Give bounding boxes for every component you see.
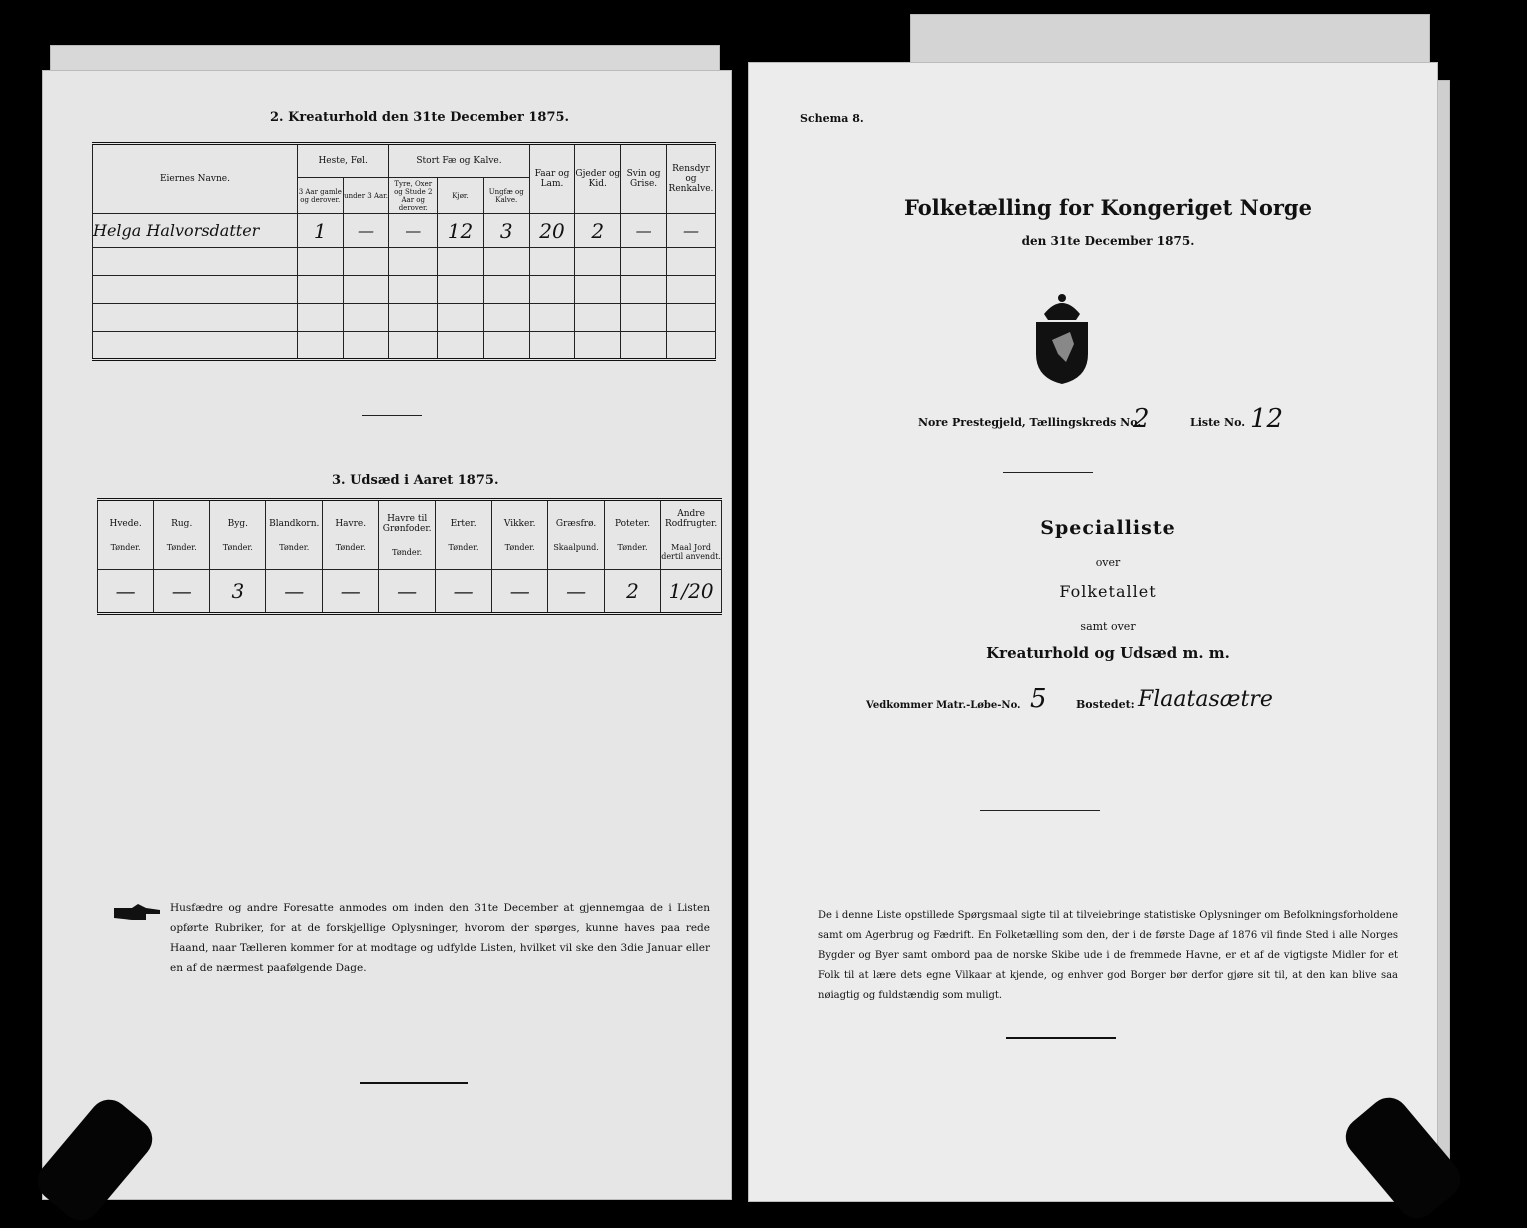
udsaed-header (492, 500, 548, 570)
pointing-hand-icon (112, 902, 162, 924)
right-page (748, 62, 1438, 1202)
udsaed-header-unit: Tønder. (335, 542, 366, 552)
folketallet-text: Folketallet (1059, 582, 1157, 601)
cell-kjor: 12 (438, 214, 484, 248)
header-rensdyr: Rensdyr og Renkalve. (666, 144, 715, 214)
cell-fae-a: — (389, 214, 438, 248)
header-faar: Faar og Lam. (529, 144, 575, 214)
kreatur-title: 2. Kreaturhold den 31te December 1875. (270, 110, 570, 125)
cell-gjeder: 2 (575, 214, 621, 248)
udsaed-cell: 1/20 (661, 570, 722, 614)
udsaed-header-unit: Tønder. (504, 542, 535, 552)
udsaed-title: 3. Udsæd i Aaret 1875. (332, 473, 499, 488)
udsaed-header-label: Havre. (335, 518, 367, 529)
udsaed-header (548, 500, 605, 570)
norwegian-coat-of-arms-icon (1030, 292, 1094, 384)
divider (1006, 1037, 1116, 1039)
udsaed-cell: — (492, 570, 548, 614)
left-page (42, 70, 732, 1200)
udsaed-header-unit: Tønder. (110, 542, 141, 552)
udsaed-header-label: Erter. (450, 518, 477, 529)
matr-no: 5 (1030, 684, 1047, 714)
udsaed-header-label: Andre Rodfrugter. (664, 509, 718, 529)
empty-row (93, 276, 716, 304)
empty-row (93, 304, 716, 332)
kreaturhold-text: Kreaturhold og Udsæd m. m. (986, 644, 1230, 662)
udsaed-header-unit: Maal Jord dertil anvendt. (661, 543, 721, 561)
udsaed-table (97, 498, 722, 615)
udsaed-header-unit: Tønder. (279, 542, 310, 552)
cell-heste-b: — (343, 214, 389, 248)
empty-row (93, 332, 716, 360)
prestegjeld-label: Nore Prestegjeld, Tællingskreds No. (918, 416, 1142, 429)
samt-over-text: samt over (1080, 620, 1136, 633)
cell-heste-a: 1 (297, 214, 343, 248)
tallingskreds-no: 2 (1133, 404, 1150, 434)
udsaed-header (210, 500, 266, 570)
empty-row (93, 248, 716, 276)
cell-faar: 20 (529, 214, 575, 248)
udsaed-header (98, 500, 154, 570)
main-title: Folketælling for Kongeriget Norge (904, 195, 1312, 220)
udsaed-header-label: Blandkorn. (269, 518, 320, 529)
notice-text: Husfædre og andre Foresatte anmodes om inden den 31te December at gjennemgaa de i Listen opførte Rubriker, for at de forskjellige Oplysninger, hvorom der spørges, kunne haves paa rede Haand, naar Tælleren kommer for at modtage og udfylde Listen, hvilket vil ske den 3die Januar eller en af de nærmest paafølgende Dage. (170, 902, 710, 974)
udsaed-cell: — (98, 570, 154, 614)
cell-svin: — (621, 214, 667, 248)
udsaed-header-label: Vikker. (503, 518, 536, 529)
divider (980, 810, 1100, 811)
udsaed-header-unit: Skaalpund. (553, 542, 599, 552)
udsaed-cell: 2 (604, 570, 660, 614)
udsaed-row (98, 570, 722, 614)
header-eiernes-navne: Eiernes Navne. (93, 144, 298, 214)
date-line: den 31te December 1875. (1021, 234, 1195, 248)
udsaed-header-unit: Tønder. (617, 542, 648, 552)
udsaed-cell: — (548, 570, 605, 614)
udsaed-header (604, 500, 660, 570)
matr-label: Vedkommer Matr.-Løbe-No. (866, 700, 1021, 711)
header-stort-fae: Stort Fæ og Kalve. (389, 144, 529, 178)
header-fae-c: Ungfæ og Kalve. (483, 178, 529, 214)
kreatur-table (92, 142, 716, 361)
liste-no: 12 (1250, 404, 1284, 434)
specialliste-heading: Specialliste (1040, 517, 1176, 539)
divider (362, 415, 422, 416)
bostedet-label: Bostedet: (1076, 698, 1135, 711)
udsaed-cell: — (266, 570, 323, 614)
cell-ungfae: 3 (483, 214, 529, 248)
udsaed-cell: — (436, 570, 492, 614)
schema-label: Schema 8. (800, 112, 864, 125)
owner-name: Helga Halvorsdatter (93, 214, 298, 248)
divider (360, 1082, 468, 1084)
divider (1003, 472, 1093, 473)
udsaed-header-unit: Tønder. (448, 542, 479, 552)
footer-text: De i denne Liste opstillede Spørgsmaal sigte til at tilveiebringe statistiske Oplysninger om Befolkningsforholdene samt om Agerbrug og Fædrift. En Folketælling som den, der i de første Dage af 1876 vil finde Sted i alle Norges Bygder og Byer samt ombord paa de norske Skibe ude i de fremmede Havne, er et af de vigtigste Midler for et Folk til at lære dets egne Vilkaar at kjende, og enhver god Borger bør derfor gjøre sit til, at den kan blive saa nøiagtig og fuldstændig som muligt. (818, 910, 1398, 1001)
header-heste-b: under 3 Aar. (343, 178, 389, 214)
udsaed-header-unit: Tønder. (392, 547, 423, 557)
bostedet-value: Flaatasætre (1138, 687, 1273, 712)
udsaed-header (266, 500, 323, 570)
header-fae-a: Tyre, Oxer og Stude 2 Aar og derover. (389, 178, 438, 214)
udsaed-header-unit: Tønder. (166, 542, 197, 552)
udsaed-header-label: Havre til Grønfoder. (382, 513, 432, 534)
udsaed-header-unit: Tønder. (222, 542, 253, 552)
udsaed-cell: 3 (210, 570, 266, 614)
cell-rensdyr: — (666, 214, 715, 248)
over-text: over (1095, 556, 1121, 569)
liste-label: Liste No. (1190, 416, 1246, 429)
udsaed-header (154, 500, 210, 570)
header-fae-b: Kjør. (438, 178, 484, 214)
udsaed-header (323, 500, 379, 570)
udsaed-header-label: Byg. (227, 518, 248, 529)
udsaed-cell: — (154, 570, 210, 614)
udsaed-cell: — (323, 570, 379, 614)
header-heste: Heste, Føl. (297, 144, 389, 178)
udsaed-header (436, 500, 492, 570)
udsaed-header-label: Rug. (171, 518, 193, 529)
header-heste-a: 3 Aar gamle og derover. (297, 178, 343, 214)
udsaed-header (661, 500, 722, 570)
header-svin: Svin og Grise. (621, 144, 667, 214)
udsaed-header (379, 500, 436, 570)
udsaed-header-label: Græsfrø. (555, 518, 597, 529)
header-gjeder: Gjeder og Kid. (575, 144, 621, 214)
udsaed-header-label: Poteter. (614, 518, 651, 529)
kreatur-row (93, 214, 716, 248)
udsaed-header-label: Hvede. (109, 518, 142, 529)
udsaed-cell: — (379, 570, 436, 614)
